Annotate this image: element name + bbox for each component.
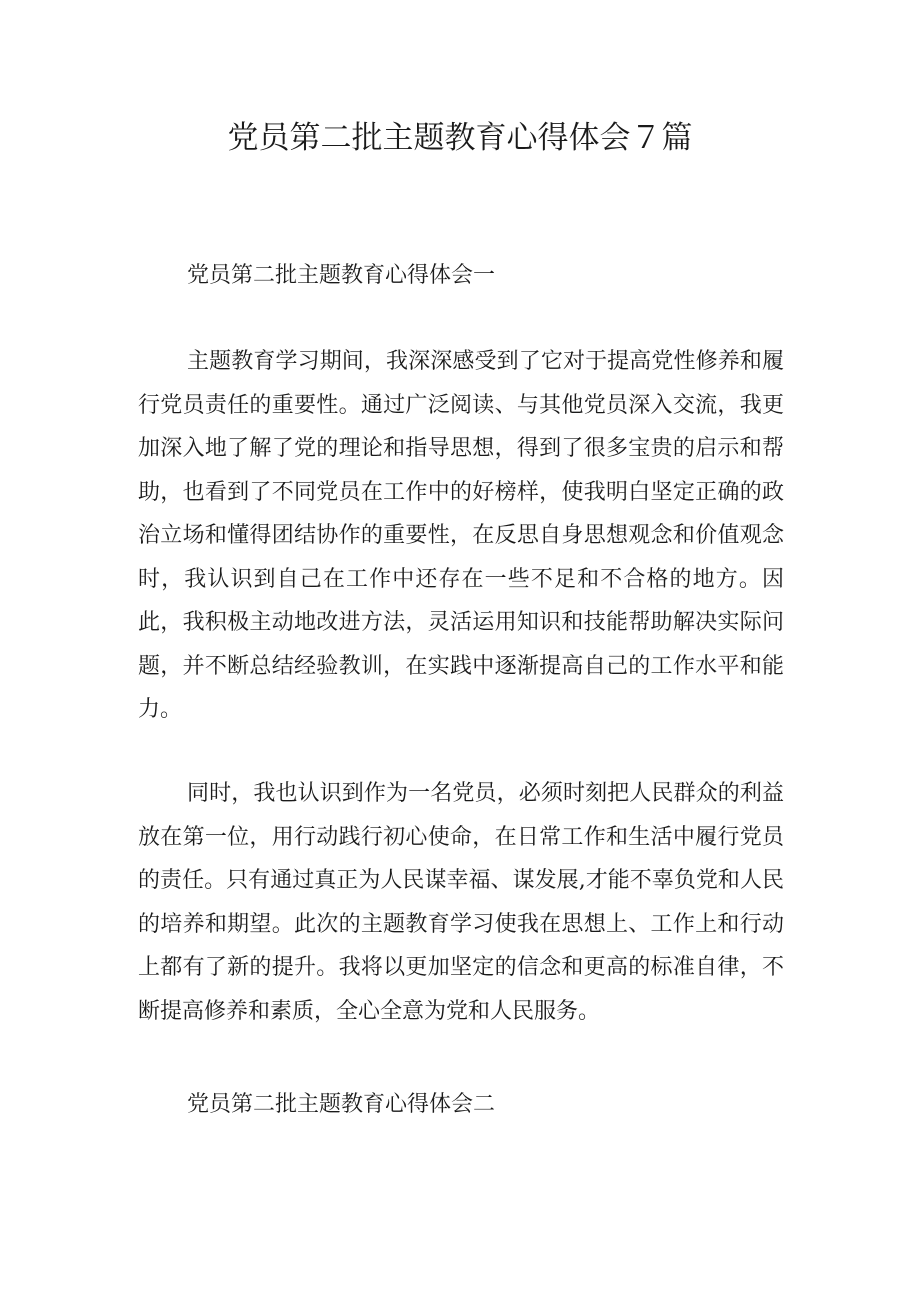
document-title: 党员第二批主题教育心得体会７篇: [227, 120, 693, 156]
body-paragraph-1: 主题教育学习期间，我深深感受到了它对于提高党性修养和履行党员责任的重要性。通过广泛阅读、与其他党员深入交流，我更加深入地了解了党的理论和指导思想，得到了很多宝贵的启示和帮助，也看到了不同党员在工作中的好榜样，使我明白坚定正确的政治立场和懂得团结协作的重要性，在反思自身思想观念和价值观念时，我认识到自己在工作中还存在一些不足和不合格的地方。因此，我积极主动地改进方法，灵活运用知识和技能帮助解决实际问题，并不断总结经验教训，在实践中逐渐提高自己的工作水平和能力。: [138, 349, 784, 722]
section-heading-2: 党员第二批主题教育心得体会二: [187, 1092, 496, 1117]
section-heading-1: 党员第二批主题教育心得体会一: [187, 263, 496, 288]
body-paragraph-2: 同时，我也认识到作为一名党员，必须时刻把人民群众的利益放在第一位，用行动践行初心使命，在日常工作和生活中履行党员的责任。只有通过真正为人民谋幸福、谋发展,才能不辜负党和人民的培养和期望。此次的主题教育学习使我在思想上、工作上和行动上都有了新的提升。我将以更加坚定的信念和更高的标准自律，不断提高修养和素质，全心全意为党和人民服务。: [138, 781, 784, 1024]
